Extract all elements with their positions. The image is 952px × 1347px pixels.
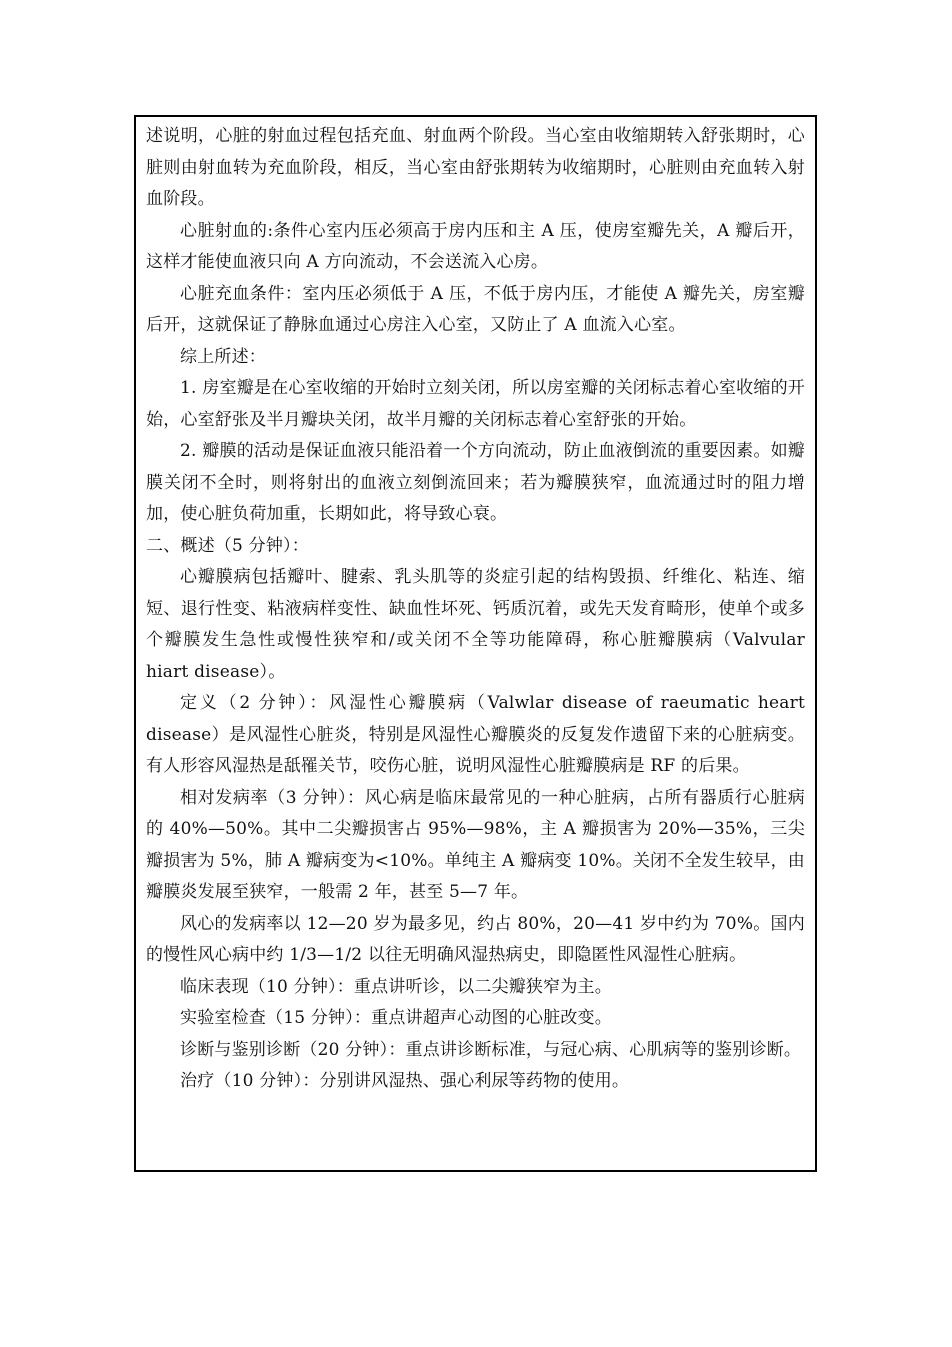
paragraph-relative-incidence: 相对发病率（3 分钟）：风心病是临床最常见的一种心脏病，占所有器质行心脏病的 40%—50%。其中二尖瓣损害占 95%—98%，主 A 瓣损害为 20%—35%，三尖瓣损害为 5%，肺 A 瓣病变为<10%。单纯主 A 瓣病变 10%。关闭不全发生较早，由瓣膜炎发展至狭窄，一般需 2 年，甚至 5—7 年。: [146, 787, 805, 902]
paragraph-summary-point-1: 1. 房室瓣是在心室收缩的开始时立刻关闭，所以房室瓣的关闭标志着心室收缩的开始，心室舒张及半月瓣块关闭，故半月瓣的关闭标志着心室舒张的开始。: [146, 378, 805, 430]
paragraph-clinical-presentation: 临床表现（10 分钟）：重点讲听诊，以二尖瓣狭窄为主。: [180, 976, 612, 997]
paragraph-summary-heading: 综上所述：: [180, 346, 266, 367]
paragraph-ejection-condition: 心脏射血的:条件心室内压必须高于房内压和主 A 压，使房室瓣先关，A 瓣后开，这样才能使血液只向 A 方向流动，不会送流入心房。: [146, 220, 805, 272]
paragraph-ejection-overview: 述说明，心脏的射血过程包括充血、射血两个阶段。当心室由收缩期转入舒张期时，心脏则由射血转为充血阶段，相反，当心室由舒张期转为收缩期时，心脏则由充血转入射血阶段。: [146, 126, 805, 209]
paragraph-summary-point-2: 2. 瓣膜的活动是保证血液只能沿着一个方向流动，防止血液倒流的重要因素。如瓣膜关闭不全时，则将射出的血液立刻倒流回来；若为瓣膜狭窄，血流通过时的阻力增加，使心脏负荷加重，长期如此，将导致心衰。: [146, 441, 805, 524]
paragraph-diagnosis: 诊断与鉴别诊断（20 分钟）：重点讲诊断标准，与冠心病、心肌病等的鉴别诊断。: [180, 1039, 802, 1060]
paragraph-treatment: 治疗（10 分钟）：分别讲风湿热、强心利尿等药物的使用。: [180, 1071, 630, 1091]
paragraph-lab-exam: 实验室检查（15 分钟）：重点讲超声心动图的心脏改变。: [180, 1008, 612, 1028]
paragraph-definition: 定义（2 分钟）：风湿性心瓣膜病（Valwlar disease of raeumatic heart disease）是风湿性心脏炎，特别是风湿性心瓣膜炎的反复发作遗留下来的心脏病变。有人形容风湿热是舐罹关节，咬伤心脏，说明风湿性心脏瓣膜病是 RF 的后果。: [146, 693, 805, 776]
paragraph-filling-condition: 心脏充血条件：室内压必须低于 A 压，不低于房内压，才能使 A 瓣先关，房室瓣后开，这就保证了静脉血通过心房注入心室，又防止了 A 血流入心室。: [146, 283, 805, 335]
paragraph-incidence-age: 风心的发病率以 12—20 岁为最多见，约占 80%，20—41 岁中约为 70%。国内的慢性风心病中约 1/3—1/2 以往无明确风湿热病史，即隐匿性风湿性心脏病。: [146, 913, 805, 965]
document-frame: [134, 115, 817, 1172]
paragraph-valvular-disease: 心瓣膜病包括瓣叶、腱索、乳头肌等的炎症引起的结构毁损、纤维化、粘连、缩短、退行性变、粘液病样变性、缺血性坏死、钙质沉着，或先天发育畸形，使单个或多个瓣膜发生急性或慢性狭窄和/或关闭不全等功能障碍，称心脏瓣膜病（Valvular hiart disease）。: [146, 567, 805, 682]
section-heading-overview: 二、概述（5 分钟）：: [146, 535, 309, 556]
